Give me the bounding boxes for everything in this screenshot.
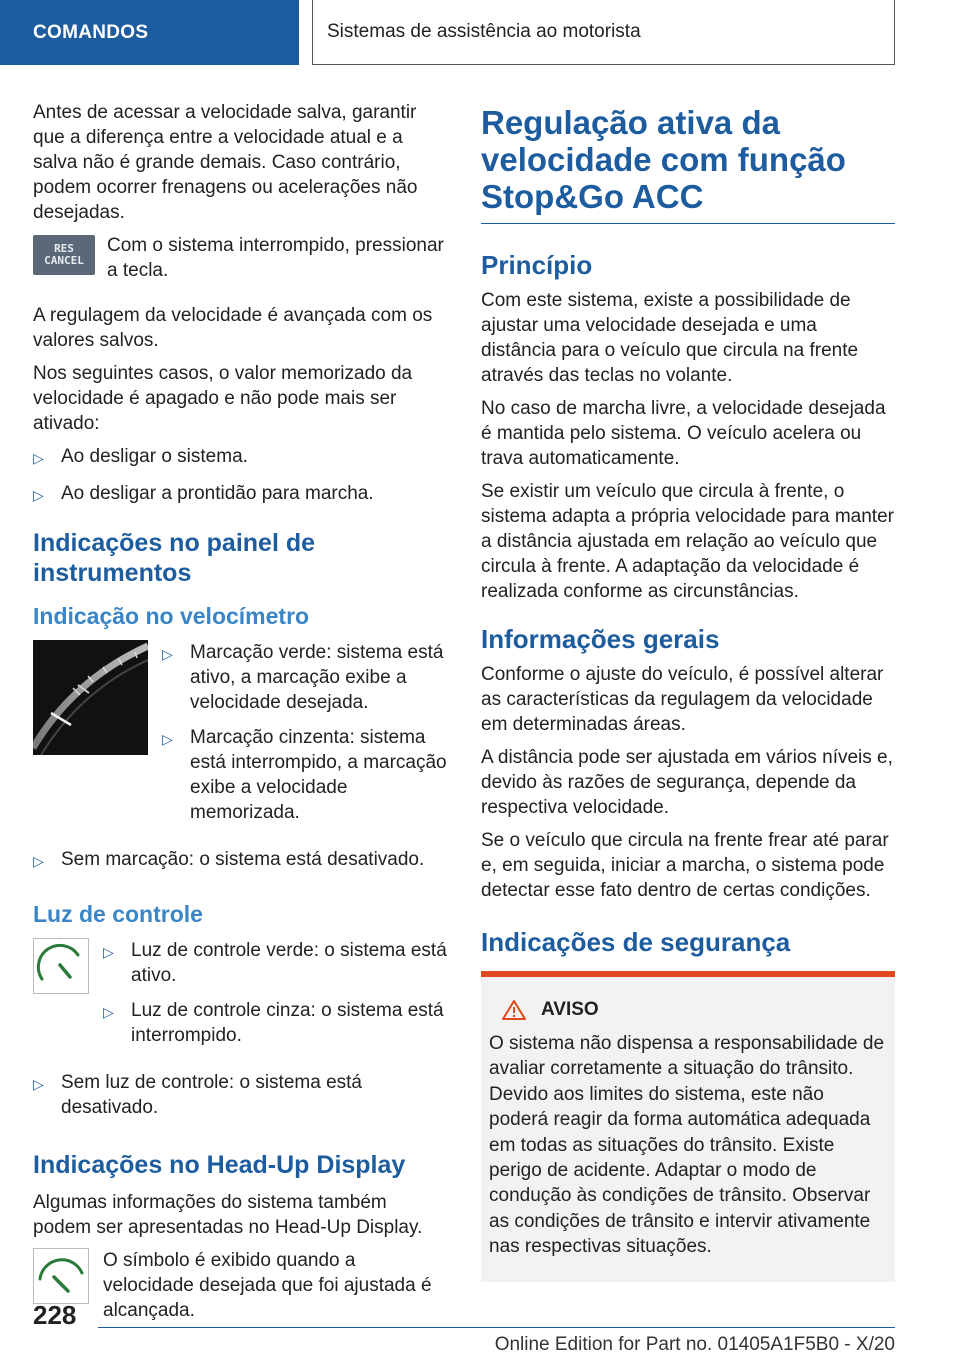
heading-instrument-panel: Indicações no painel de instrumentos: [33, 529, 316, 587]
footer-divider: [98, 1327, 895, 1328]
heading-safety: Indicações de segurança: [481, 927, 791, 957]
list-item-text: Sem luz de controle: o sistema está desativado.: [61, 1072, 362, 1118]
paragraph-hud: Algumas informações do sistema também podem ser apresentadas no Head-Up Display.: [33, 1192, 423, 1238]
triangle-bullet-icon: ▷: [33, 1076, 44, 1092]
warning-triangle-icon: [501, 999, 527, 1021]
speedometer-row: [33, 640, 448, 835]
header-chapter-box: [312, 0, 895, 65]
list-item-text: Sem marcação: o sistema está desativado.: [61, 849, 425, 870]
list-item-text: Luz de controle verde: o sistema está ativo.: [131, 940, 447, 986]
header-chapter-label: Sistemas de assistência ao motorista: [327, 21, 641, 42]
heading-control-light: Luz de controle: [33, 901, 203, 927]
list-item: [162, 725, 448, 825]
list-item: [103, 938, 448, 988]
res-cancel-row: [33, 233, 448, 291]
list-item: [33, 1070, 448, 1120]
speedometer-arc-icon: [33, 640, 148, 755]
res-cancel-button-icon: [33, 235, 95, 275]
paragraph-principle-3: Se existir um veículo que circula à frente, o sistema adapta a própria velocidade para manter a distância ajustada em relação ao veículo que circula à frente. A adaptação da velocidade é realizada conforme as circunstâncias.: [481, 481, 894, 602]
list-item: [33, 481, 448, 508]
header-section-label: COMANDOS: [33, 21, 149, 43]
paragraph-principle-1: Com este sistema, existe a possibilidade de ajustar uma velocidade desejada e uma distância para o veículo que circula na frente através das teclas no volante.: [481, 290, 859, 386]
page-title: Regulação ativa da velocidade com função Stop&Go ACC: [481, 104, 895, 224]
triangle-bullet-icon: ▷: [33, 450, 44, 466]
paragraph-principle-2: No caso de marcha livre, a velocidade desejada é mantida pelo sistema. O veículo acelera ou trava automaticamente.: [481, 398, 886, 469]
paragraph-general-3: Se o veículo que circula na frente frear até parar e, em seguida, iniciar a marcha, o sistema pode detectar esse fato dentro de certas condições.: [481, 830, 889, 901]
paragraph-general-2: A distância pode ser ajustada em vários níveis e, devido às razões de segurança, depende da respectiva velocidade.: [481, 747, 893, 818]
triangle-bullet-icon: ▷: [103, 1004, 114, 1020]
list-item-text: Ao desligar o sistema.: [61, 446, 248, 467]
hud-icon-text: O símbolo é exibido quando a velocidade desejada que foi ajustada é alcançada.: [103, 1250, 432, 1321]
list-item-text: Marcação verde: sistema está ativo, a marcação exibe a velocidade desejada.: [190, 642, 444, 713]
warning-text: O sistema não dispensa a responsabilidade de avaliar corretamente a situação do trânsito. Devido aos limites do sistema, este não poderá reagir da forma automática adequada em todas as situações do trânsito. Existe perigo de acidente. Adaptar o modo de condução às condições de trânsito. Observar as condições de trânsito e intervir ativamente nas respectivas situações.: [489, 1033, 885, 1258]
right-column: [481, 100, 895, 1282]
heading-head-up-display: Indicações no Head-Up Display: [33, 1151, 406, 1179]
header-section-tab: [0, 0, 299, 65]
list-item: [33, 847, 448, 874]
list-item-text: Marcação cinzenta: sistema está interrompido, a marcação exibe a velocidade memorizada.: [190, 727, 447, 823]
heading-speedometer: Indicação no velocímetro: [33, 603, 310, 629]
hud-speed-reached-icon: [33, 1248, 89, 1304]
triangle-bullet-icon: ▷: [33, 853, 44, 869]
paragraph-cases: Nos seguintes casos, o valor memorizado da velocidade é apagado e não pode mais ser ativado:: [33, 363, 413, 434]
paragraph-general-1: Conforme o ajuste do veículo, é possível alterar as características da regulagem da velocidade em determinadas áreas.: [481, 664, 884, 735]
paragraph-speed-warning: Antes de acessar a velocidade salva, garantir que a diferença entre a velocidade atual e a salva não é grande demais. Caso contrário, podem ocorrer frenagens ou acelerações não desejadas.: [33, 102, 418, 223]
heading-general-info: Informações gerais: [481, 624, 720, 654]
list-item: [33, 444, 448, 471]
left-column: [33, 100, 448, 1343]
warning-box: [481, 971, 895, 1282]
list-item: [162, 640, 448, 715]
list-item-text: Ao desligar a prontidão para marcha.: [61, 483, 374, 504]
list-item: [103, 998, 448, 1048]
page-number: 228: [33, 1300, 77, 1330]
hud-icon-row: [33, 1248, 448, 1331]
cancel-label: CANCEL: [44, 254, 84, 267]
warning-title: [501, 999, 887, 1021]
warning-label: AVISO: [541, 999, 599, 1020]
res-cancel-text: Com o sistema interrompido, pressionar a tecla.: [107, 235, 444, 281]
control-light-icon: [33, 938, 89, 994]
res-label: RES: [54, 242, 74, 255]
speedometer-image: [33, 640, 148, 755]
triangle-bullet-icon: ▷: [103, 944, 114, 960]
triangle-bullet-icon: ▷: [33, 487, 44, 503]
triangle-bullet-icon: ▷: [162, 646, 173, 662]
footer-edition: Online Edition for Part no. 01405A1F5B0 - X/20: [494, 1334, 895, 1355]
list-item-text: Luz de controle cinza: o sistema está interrompido.: [131, 1000, 444, 1046]
control-light-row: [33, 938, 448, 1058]
heading-principle: Princípio: [481, 250, 593, 280]
paragraph-saved-values: A regulagem da velocidade é avançada com os valores salvos.: [33, 305, 433, 351]
triangle-bullet-icon: ▷: [162, 731, 173, 747]
